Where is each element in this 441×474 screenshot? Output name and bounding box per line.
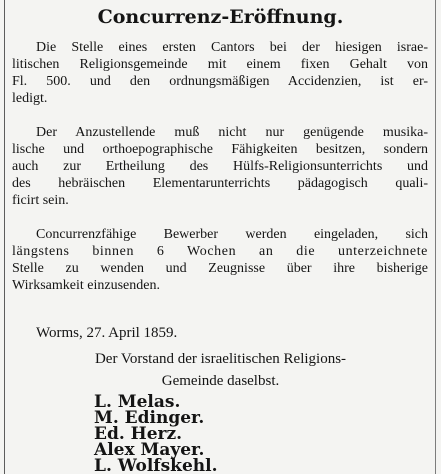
paragraph-2-line-2: lische und orthoepographische Fähigkeiten besitzen, sondern: [12, 142, 428, 157]
paragraph-1-line-1: Die Stelle eines ersten Cantors bei der hiesigen israe-: [36, 40, 428, 55]
signatory-3: Ed. Herz.: [94, 424, 183, 444]
signatory-4: Alex Mayer.: [94, 440, 205, 460]
paragraph-3-line-3: Stelle zu wenden und Zeugnisse über ihre bisherige: [12, 261, 428, 276]
paragraph-2-line-5: ficirt sein.: [12, 193, 69, 208]
left-border-rule: [4, 0, 5, 474]
signatory-1: L. Melas.: [94, 392, 181, 412]
paragraph-1-line-2: litischen Religionsgemeinde mit einem fixen Gehalt von: [12, 57, 428, 72]
signatory-2: M. Edinger.: [94, 408, 205, 428]
paragraph-1-line-3: Fl. 500. und den ordnungsmäßigen Accidenzien, ist er-: [12, 74, 428, 89]
paragraph-3-line-1: Concurrenzfähige Bewerber werden eingeladen, sich: [36, 227, 428, 242]
paragraph-3-line-4: Wirksamkeit einzusenden.: [12, 278, 160, 293]
signatory-5: L. Wolfskehl.: [94, 456, 218, 474]
paragraph-3-line-2: längstens binnen 6 Wochen an die unterzeichnete: [12, 244, 428, 259]
paragraph-2-line-3: auch zur Ertheilung des Hülfs-Religionsunterrichts und: [12, 159, 428, 174]
notice-title: Concurrenz-Eröffnung.: [97, 6, 344, 28]
board-line-2: Gemeinde daselbst.: [161, 373, 280, 389]
paragraph-2-line-4: des hebräischen Elementarunterrichts pädagogisch quali-: [12, 176, 428, 191]
board-line-1: Der Vorstand der israelitischen Religions-: [94, 351, 347, 367]
right-border-rule: [435, 0, 436, 474]
paragraph-2-line-1: Der Anzustellende muß nicht nur genügende musika-: [36, 125, 428, 140]
paragraph-1-line-4: ledigt.: [12, 91, 48, 106]
place-and-date: Worms, 27. April 1859.: [36, 325, 178, 341]
